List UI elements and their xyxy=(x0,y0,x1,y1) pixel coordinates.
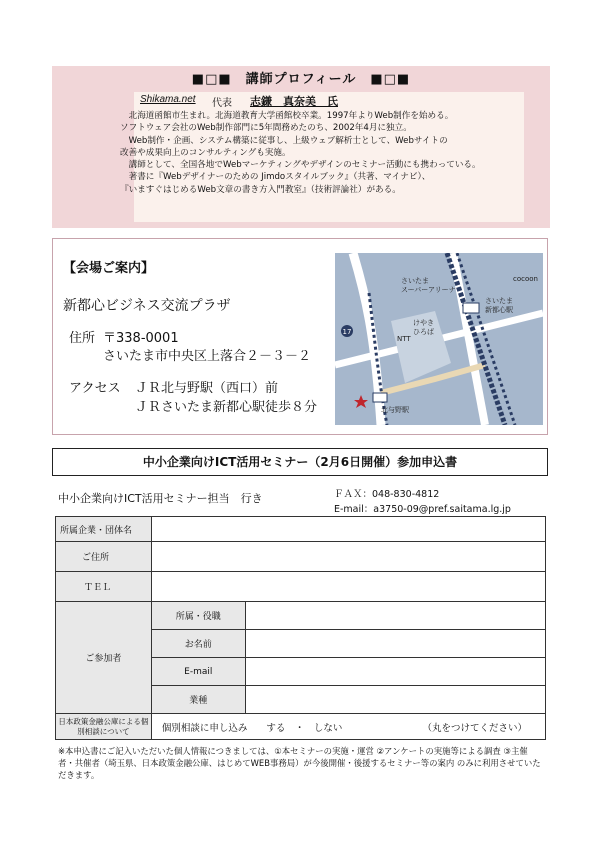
profile-site: Shikama.net xyxy=(140,94,196,105)
venue-heading: 【会場ご案内】 xyxy=(63,261,155,276)
instructor-profile-panel xyxy=(52,66,550,228)
name-field[interactable] xyxy=(245,630,545,658)
map-label-kitayono: 北与野駅 xyxy=(381,406,409,414)
consult-options[interactable]: 個別相談に申し込み する ・ しない xyxy=(161,722,343,734)
map-label-arena: さいたまスーパーアリーナ xyxy=(401,277,456,294)
tel-field[interactable] xyxy=(151,572,545,602)
table-row xyxy=(56,602,546,630)
access-line-1: ＪＲ北与野駅（西口）前 xyxy=(135,381,279,396)
kitayono-station-marker xyxy=(373,393,387,402)
profile-paragraph: ソフトウェア会社のWeb制作部門に5年間務めたのち、2002年4月に独立。 xyxy=(120,123,412,134)
map-label-keyaki: けやきひろば xyxy=(413,319,434,336)
privacy-notice xyxy=(58,745,544,781)
consult-label: 日本政策金融公庫による個別相談について xyxy=(56,714,152,740)
table-row xyxy=(56,542,546,572)
profile-paragraph: 講師として、全国各地でWebマーケティングやデザインのセミナー活動にも携わっている。 xyxy=(128,160,481,171)
form-addressee: 中小企業向けICT活用セミナー担当 行き xyxy=(58,492,263,505)
profile-inner-box xyxy=(120,92,524,222)
form-title: 中小企業向けICT活用セミナー（2月6日開催）参加申込書 xyxy=(52,448,548,476)
industry-label: 業種 xyxy=(151,686,245,714)
profile-paragraph: 北海道函館市生まれ。北海道教育大学函館校卒業。1997年よりWeb制作を始める。 xyxy=(128,111,454,121)
profile-name: 志鎌 真奈美 氏 xyxy=(250,95,338,108)
profile-header xyxy=(134,94,524,108)
tel-label: ＴＥＬ xyxy=(56,572,152,602)
address-label: ご住所 xyxy=(56,542,152,572)
table-row xyxy=(56,714,546,740)
form-email: E-mail：a3750-09@pref.saitama.lg.jp xyxy=(334,504,511,515)
form-fax: ＦＡＸ：048-830-4812 xyxy=(334,489,440,500)
map-label-shintoshin: さいたま新都心駅 xyxy=(485,297,513,314)
address-label: 住所 xyxy=(69,331,96,346)
email-field[interactable] xyxy=(245,658,545,686)
route-17-label: 17 xyxy=(342,328,352,336)
consult-note: （丸をつけてください） xyxy=(422,722,527,734)
venue-name: 新都心ビジネス交流プラザ xyxy=(63,298,231,314)
participant-label: ご参加者 xyxy=(56,602,152,714)
address-field[interactable] xyxy=(151,542,545,572)
industry-field[interactable] xyxy=(245,686,545,714)
profile-title: ■□■ 講師プロフィール ■□■ xyxy=(191,72,411,87)
position-label: 所属・役職 xyxy=(151,602,245,630)
venue-map xyxy=(335,253,543,425)
position-field[interactable] xyxy=(245,602,545,630)
consult-field[interactable] xyxy=(151,714,545,740)
privacy-text: ※本申込書にご記入いただいた個人情報につきましては、①本セミナーの実施・運営 ②アンケートの実施等による調査 ③主催者・共催者（埼玉県、日本政策金融公庫、はじめてWEB事務局）が今後開催・後援するセミナー等の案内 のみに利用させていただきます。 xyxy=(58,746,541,780)
profile-paragraph: Web制作・企画、システム構築に従事し、上級ウェブ解析士として、Webサイトの xyxy=(128,135,448,146)
map-label-cocoon: cocoon xyxy=(513,275,538,283)
table-row xyxy=(56,517,546,542)
address-zip: 〒338-0001 xyxy=(103,331,179,346)
company-label: 所属企業・団体名 xyxy=(56,517,152,542)
table-row xyxy=(56,572,546,602)
address-line: さいたま市中央区上落合２－３－２ xyxy=(103,349,312,364)
profile-role: 代表 xyxy=(212,98,232,109)
application-form-table xyxy=(55,516,546,740)
shintoshin-station-marker xyxy=(463,303,479,313)
profile-body xyxy=(120,110,538,196)
profile-paragraph: 著書に『Webデザイナーのための Jimdoスタイルブック』（共著、マイナビ）、 xyxy=(128,172,431,183)
name-label: お名前 xyxy=(151,630,245,658)
venue-panel xyxy=(52,238,548,435)
map-label-ntt: NTT xyxy=(397,335,411,343)
email-label: E-mail xyxy=(151,658,245,686)
profile-paragraph: 改善や成果向上のコンサルティングも実施。 xyxy=(120,147,291,158)
access-line-2: ＪＲさいたま新都心駅徒歩８分 xyxy=(135,400,318,415)
access-label: アクセス xyxy=(69,381,121,396)
profile-paragraph: 『いますぐはじめるWeb文章の書き方入門教室』（技術評論社）がある。 xyxy=(120,184,401,195)
company-field[interactable] xyxy=(151,517,545,542)
